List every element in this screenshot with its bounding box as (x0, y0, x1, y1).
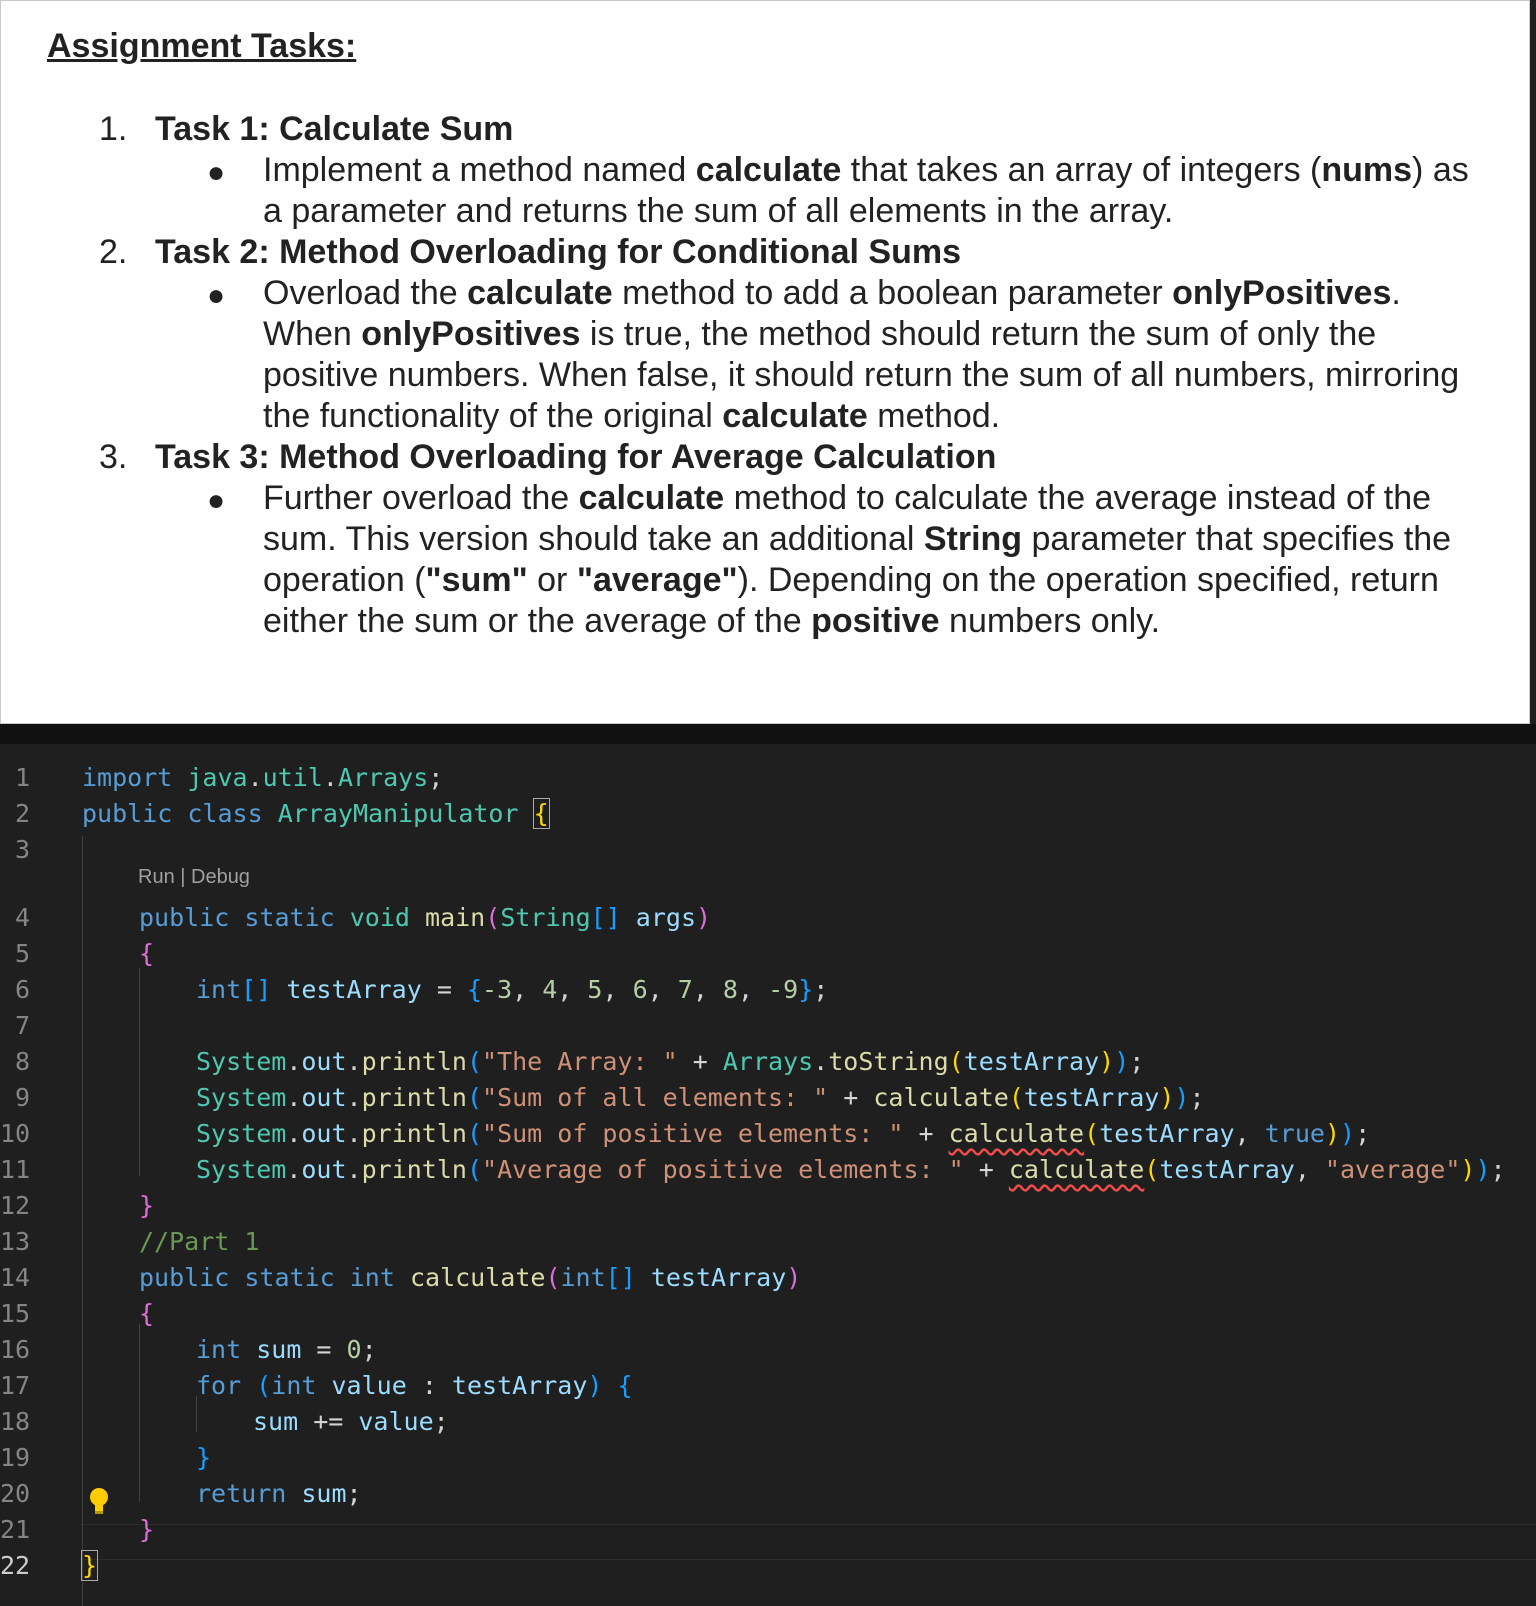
text-run: numbers only. (939, 602, 1161, 640)
code-token (241, 1335, 256, 1364)
code-token: 7 (677, 975, 693, 1004)
code-token: testArray (1023, 1083, 1160, 1112)
code-token: testArray (963, 1047, 1100, 1076)
code-token: int (349, 1263, 395, 1292)
code-token: , (512, 975, 543, 1004)
code-token: , (1234, 1119, 1265, 1148)
code-token (241, 1371, 256, 1400)
code-token: ; (813, 975, 829, 1004)
text-run: . When (263, 274, 1401, 353)
bullet-dot-icon: ● (207, 279, 226, 312)
bold-text-run: String (923, 520, 1023, 558)
code-token: ( (466, 1155, 483, 1184)
line-number: 5 (14, 939, 30, 968)
line-number: 18 (0, 1407, 31, 1436)
code-token: { (617, 1371, 633, 1400)
code-token (271, 975, 286, 1004)
code-line[interactable] (196, 1116, 1370, 1152)
code-line[interactable] (139, 936, 154, 972)
bold-text-run: onlyPositives (361, 315, 581, 353)
task-2-body (263, 273, 1493, 437)
code-token: , (557, 975, 588, 1004)
line-number: 9 (14, 1083, 30, 1112)
code-token: . (286, 1083, 302, 1112)
code-token: + (828, 1083, 874, 1112)
code-token: println (361, 1119, 467, 1148)
code-token: System (196, 1155, 287, 1184)
bullet-dot-icon: ● (207, 156, 226, 189)
code-token (229, 903, 244, 932)
code-token: util (262, 763, 323, 792)
line-number: 17 (0, 1371, 31, 1400)
code-token: calculate (948, 1119, 1085, 1148)
code-token: . (247, 763, 263, 792)
code-token: static (244, 1263, 335, 1292)
code-token: public (139, 1263, 230, 1292)
indent-guide (139, 968, 140, 1176)
bullet-dot-icon: ● (207, 484, 226, 517)
task-3-heading (99, 437, 1499, 478)
task-2-title: Task 2: Method Overloading for Conditional Sums (155, 233, 961, 271)
code-token: toString (828, 1047, 949, 1076)
line-number: 16 (0, 1335, 31, 1364)
code-token: . (322, 763, 338, 792)
code-token: . (813, 1047, 829, 1076)
code-editor[interactable] (0, 724, 1536, 1584)
code-token (335, 903, 350, 932)
code-token (395, 1263, 410, 1292)
code-line[interactable] (139, 1512, 154, 1548)
code-token: calculate (873, 1083, 1009, 1112)
code-token: value (358, 1407, 434, 1436)
code-token: . (286, 1155, 302, 1184)
line-number: 1 (14, 763, 30, 792)
code-token: int (196, 975, 242, 1004)
code-token (602, 1371, 617, 1400)
code-token: ( (1144, 1155, 1160, 1184)
code-token: out (301, 1119, 347, 1148)
bold-text-run: calculate (695, 151, 842, 189)
code-token: "The Array: " (482, 1047, 678, 1076)
code-token: "Sum of positive elements: " (482, 1119, 904, 1148)
code-token: //Part 1 (139, 1227, 260, 1256)
assignment-document (0, 0, 1530, 724)
task-1-title: Task 1: Calculate Sum (155, 110, 514, 148)
line-number: 22 (0, 1551, 31, 1580)
indent-guide (139, 1324, 140, 1502)
code-token: ) (1114, 1047, 1130, 1076)
run-debug-codelens[interactable]: Run | Debug (138, 866, 250, 888)
code-line[interactable] (82, 796, 549, 832)
code-token: . (286, 1047, 302, 1076)
task-1-bullet (99, 150, 1499, 232)
code-token: ; (1490, 1155, 1506, 1184)
code-line[interactable] (196, 1152, 1506, 1188)
code-token (229, 1263, 244, 1292)
code-token: ArrayManipulator (277, 799, 519, 828)
code-token: } (82, 1551, 98, 1580)
code-token: ) (1099, 1047, 1115, 1076)
code-token: public (139, 903, 230, 932)
code-token: static (244, 903, 335, 932)
line-number: 4 (14, 903, 30, 932)
line-number: 2 (14, 799, 30, 828)
code-token: testArray (1159, 1155, 1295, 1184)
code-token: ( (485, 903, 501, 932)
code-token: System (196, 1047, 287, 1076)
code-token: main (425, 903, 486, 932)
code-token: println (361, 1047, 467, 1076)
code-token: += (298, 1407, 359, 1436)
code-line[interactable] (139, 1260, 801, 1296)
code-token: ( (466, 1119, 483, 1148)
line-number: 21 (0, 1515, 31, 1544)
code-token: out (301, 1047, 347, 1076)
line-number: 6 (14, 975, 30, 1004)
code-token: Arrays (337, 763, 429, 792)
code-line[interactable] (82, 760, 443, 796)
code-token: { (139, 1299, 155, 1328)
code-token: } (196, 1443, 212, 1472)
code-token (172, 763, 187, 792)
code-token: = (421, 975, 467, 1004)
code-token: . (346, 1047, 362, 1076)
code-token: ; (361, 1335, 377, 1364)
code-token: , (602, 975, 633, 1004)
text-run: method. (867, 397, 1001, 435)
code-token: { (466, 975, 483, 1004)
line-number: 19 (0, 1443, 31, 1472)
code-token: } (798, 975, 814, 1004)
code-token (263, 799, 278, 828)
code-token: out (301, 1155, 347, 1184)
line-number: 13 (0, 1227, 31, 1256)
text-run: ) as a parameter and returns the sum of all elements in the array. (263, 151, 1469, 230)
code-line[interactable] (196, 1440, 211, 1476)
line-number: 11 (0, 1155, 31, 1184)
code-line[interactable] (253, 1404, 449, 1440)
code-token: sum (253, 1407, 299, 1436)
code-token: calculate (1008, 1155, 1145, 1184)
code-token: = (301, 1335, 347, 1364)
code-token: ( (948, 1047, 964, 1076)
code-token: ; (1355, 1119, 1371, 1148)
code-token: int (196, 1335, 242, 1364)
code-line[interactable] (139, 1224, 259, 1260)
code-token (636, 1263, 651, 1292)
bold-text-run: calculate (578, 479, 725, 517)
code-token: 5 (587, 975, 603, 1004)
code-token: 0 (346, 1335, 362, 1364)
line-number: 14 (0, 1263, 31, 1292)
bold-text-run: "average" (576, 561, 738, 599)
bold-text-run: onlyPositives (1172, 274, 1392, 312)
code-token: , (647, 975, 678, 1004)
code-token: ) (1159, 1083, 1175, 1112)
code-token: sum (256, 1335, 302, 1364)
code-token: ( (466, 1083, 483, 1112)
code-token: public (82, 799, 173, 828)
code-token: -3 (482, 975, 513, 1004)
code-token: 8 (722, 975, 738, 1004)
code-token: . (346, 1155, 362, 1184)
line-number: 12 (0, 1191, 31, 1220)
code-token (286, 1479, 301, 1508)
code-token: [] (605, 1263, 636, 1292)
task-3-title: Task 3: Method Overloading for Average Calculation (155, 438, 997, 476)
code-line[interactable] (139, 1188, 154, 1224)
task-1 (99, 109, 1499, 232)
code-token (621, 903, 636, 932)
code-token (172, 799, 187, 828)
code-token: [] (241, 975, 272, 1004)
line-number: 7 (14, 1011, 30, 1040)
code-token: int (271, 1371, 317, 1400)
code-token: + (677, 1047, 723, 1076)
code-token: ; (428, 763, 444, 792)
code-line[interactable] (196, 1368, 633, 1404)
code-token: , (1294, 1155, 1325, 1184)
code-token: ) (1340, 1119, 1356, 1148)
current-line-highlight (80, 1524, 1536, 1560)
task-3-body (263, 478, 1493, 642)
task-2-heading (99, 232, 1499, 273)
task-3-number: 3. (99, 438, 128, 476)
code-token: : (406, 1371, 452, 1400)
line-number: 8 (14, 1047, 30, 1076)
code-token: ) (696, 903, 712, 932)
bold-text-run: "sum" (425, 561, 528, 599)
code-token: . (346, 1119, 362, 1148)
code-token: ) (1460, 1155, 1476, 1184)
code-token: "average" (1324, 1155, 1461, 1184)
code-token: for (196, 1371, 242, 1400)
task-1-heading (99, 109, 1499, 150)
text-run: method to calculate the average instead of the sum. This version should take an additional (263, 479, 1432, 558)
assignment-title: Assignment Tasks: (47, 27, 357, 65)
code-token: + (963, 1155, 1009, 1184)
task-2-number: 2. (99, 233, 128, 271)
code-token: String (500, 903, 591, 932)
text-run: Overload the (263, 274, 468, 312)
code-token: Arrays (722, 1047, 814, 1076)
code-token: return (196, 1479, 287, 1508)
code-token: println (361, 1155, 467, 1184)
indent-guide (82, 836, 83, 1606)
code-token: println (361, 1083, 467, 1112)
code-token: out (301, 1083, 347, 1112)
code-line[interactable] (196, 1476, 362, 1512)
code-token: "Sum of all elements: " (482, 1083, 829, 1112)
code-token: . (346, 1083, 362, 1112)
code-token: value (331, 1371, 407, 1400)
code-token: System (196, 1119, 287, 1148)
code-token (519, 799, 534, 828)
code-token: ) (1174, 1083, 1190, 1112)
code-token: "Average of positive elements: " (482, 1155, 964, 1184)
task-2-bullet (99, 273, 1499, 437)
code-line[interactable] (196, 1332, 377, 1368)
task-2 (99, 232, 1499, 437)
line-number: 15 (0, 1299, 31, 1328)
bold-text-run: calculate (467, 274, 613, 312)
task-3-bullet (99, 478, 1499, 642)
task-1-body (263, 150, 1493, 232)
code-token: { (139, 939, 155, 968)
code-token: ) (587, 1371, 603, 1400)
task-1-number: 1. (99, 110, 128, 148)
bold-text-run: nums (1321, 151, 1413, 189)
text-run: Further overload the (263, 479, 579, 517)
code-token: int (560, 1263, 606, 1292)
code-token: testArray (451, 1371, 588, 1400)
text-run: or (527, 561, 577, 599)
code-token: testArray (1099, 1119, 1235, 1148)
code-token: args (635, 903, 697, 932)
code-token: ; (1189, 1083, 1205, 1112)
text-run: Implement a method named (263, 151, 696, 189)
code-token: class (187, 799, 263, 828)
code-token: [] (590, 903, 621, 932)
code-token: ( (545, 1263, 561, 1292)
line-number: 20 (0, 1479, 31, 1508)
text-run: ). Depending on the operation specified, return either the sum or the average of the (263, 561, 1439, 640)
code-token: ; (433, 1407, 449, 1436)
text-run: is true, the method should return the sum of only the positive numbers. When false, it should return the sum of all numbers, mirroring the functionality of the original (263, 315, 1460, 435)
code-token: testArray (286, 975, 422, 1004)
code-line[interactable] (82, 1548, 97, 1584)
code-token: -9 (768, 975, 799, 1004)
code-token: + (903, 1119, 949, 1148)
code-token: } (139, 1191, 155, 1220)
code-token (410, 903, 425, 932)
code-token: , (692, 975, 723, 1004)
line-number: 3 (14, 835, 30, 864)
code-token: ; (346, 1479, 362, 1508)
code-token: true (1264, 1119, 1325, 1148)
code-line[interactable] (196, 972, 828, 1008)
code-token: ( (1008, 1083, 1024, 1112)
code-line[interactable] (139, 900, 711, 936)
bold-text-run: calculate (722, 397, 868, 435)
code-token: 6 (632, 975, 648, 1004)
code-line[interactable] (196, 1044, 1144, 1080)
text-run: that takes an array of integers ( (841, 151, 1322, 189)
code-line[interactable] (139, 1296, 154, 1332)
code-token: java (187, 763, 248, 792)
code-token: sum (301, 1479, 347, 1508)
code-token (335, 1263, 350, 1292)
code-token: . (286, 1119, 302, 1148)
code-token: ) (786, 1263, 802, 1292)
code-token: import (82, 763, 173, 792)
code-line[interactable] (196, 1080, 1205, 1116)
task-3 (99, 437, 1499, 642)
code-token: { (533, 799, 549, 828)
code-token: System (196, 1083, 287, 1112)
code-token: ( (256, 1371, 272, 1400)
bold-text-run: positive (811, 602, 940, 640)
code-token: ; (1129, 1047, 1145, 1076)
code-token (316, 1371, 331, 1400)
code-token: } (139, 1515, 155, 1544)
text-run: parameter that specifies the operation ( (263, 520, 1452, 599)
code-token: testArray (650, 1263, 787, 1292)
code-token: ) (1475, 1155, 1491, 1184)
text-run: method to add a boolean parameter (612, 274, 1173, 312)
code-token: ( (1084, 1119, 1100, 1148)
code-token: void (349, 903, 410, 932)
code-token: ( (466, 1047, 483, 1076)
code-token: 4 (542, 975, 558, 1004)
code-token: , (737, 975, 769, 1004)
code-token: ) (1324, 1119, 1340, 1148)
lightbulb-icon[interactable] (86, 1486, 112, 1516)
code-token: calculate (409, 1263, 546, 1292)
line-number: 10 (0, 1119, 31, 1148)
